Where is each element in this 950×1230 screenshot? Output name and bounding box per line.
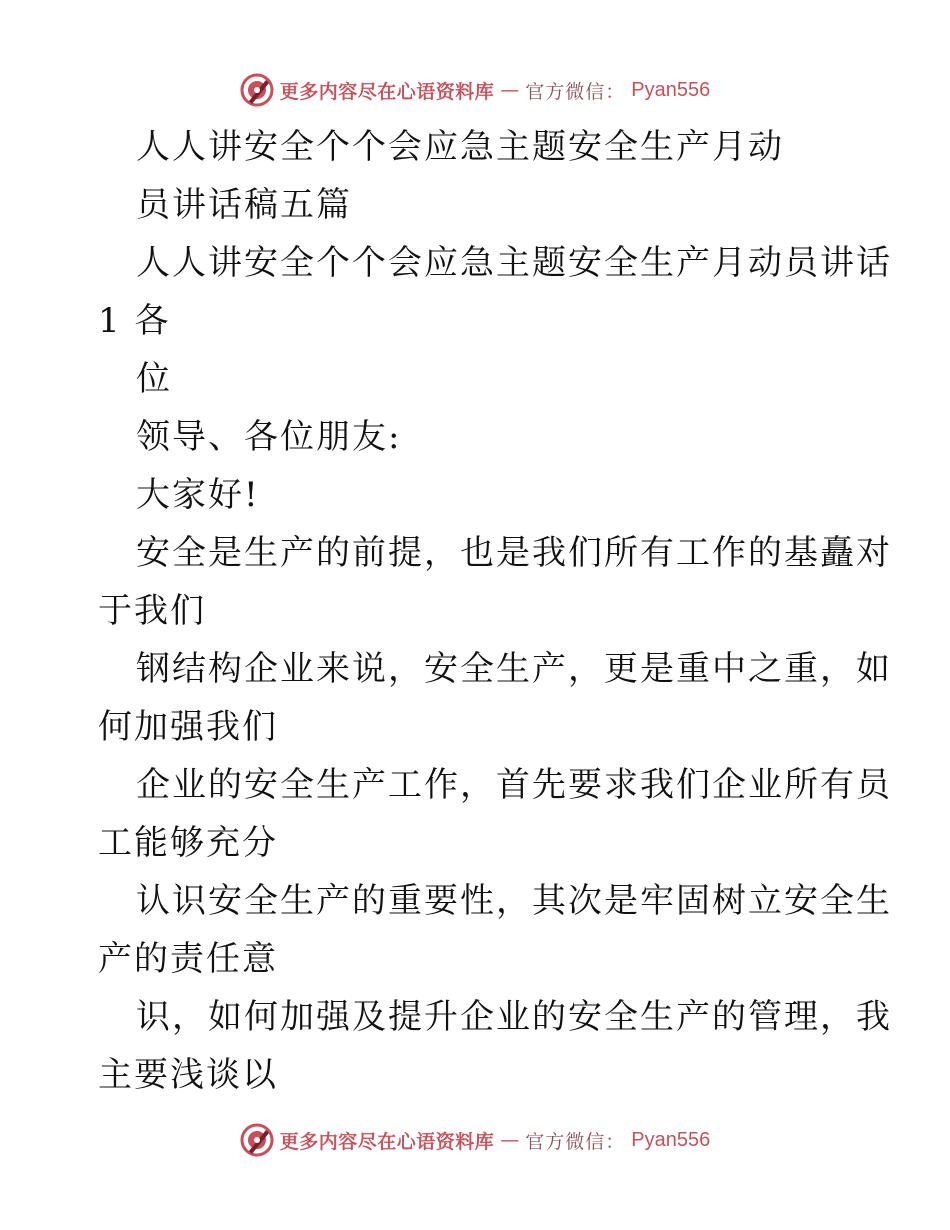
text-line: 位 [136, 359, 172, 399]
watermark-dash: — [500, 79, 520, 101]
text-line: 领导、各位朋友: [136, 417, 402, 457]
watermark-main-text: 更多内容尽在心语资料库 [279, 80, 495, 103]
title-line: 人人讲安全个个会应急主题安全生产月动 [136, 127, 784, 167]
watermark-label: 官方微信： [525, 80, 626, 103]
text-line: 工能够充分 [98, 823, 278, 863]
watermark-dash: — [500, 1129, 520, 1151]
text-line: 认识安全生产的重要性，其次是牢固树立安全生 [136, 881, 892, 921]
text-line: 产的责任意 [98, 939, 278, 979]
watermark-banner-top [0, 70, 950, 110]
text-line: 企业的安全生产工作，首先要求我们企业所有员 [136, 765, 892, 805]
text-line: 1 各 [98, 301, 171, 341]
watermark-wechat-id: Pyan556 [631, 1128, 711, 1151]
text-line: 何加强我们 [98, 707, 278, 747]
text-line: 识，如何加强及提升企业的安全生产的管理，我 [136, 997, 892, 1037]
text-line: 钢结构企业来说，安全生产，更是重中之重，如 [136, 649, 892, 689]
text-line: 于我们 [98, 591, 206, 631]
pen-logo-icon [240, 73, 274, 107]
title-line: 员讲话稿五篇 [136, 185, 352, 225]
text-line: 人人讲安全个个会应急主题安全生产月动员讲话 [136, 243, 892, 283]
watermark-label: 官方微信： [525, 1130, 626, 1153]
document-body [98, 118, 892, 1104]
text-line: 安全是生产的前提，也是我们所有工作的基矗对 [136, 533, 892, 573]
watermark-wechat-id: Pyan556 [631, 78, 711, 101]
text-line: 主要浅谈以 [98, 1055, 278, 1095]
watermark-main-text: 更多内容尽在心语资料库 [279, 1130, 495, 1153]
pen-logo-icon [240, 1123, 274, 1157]
watermark-banner-bottom [0, 1120, 950, 1160]
text-line: 大家好! [136, 475, 260, 515]
